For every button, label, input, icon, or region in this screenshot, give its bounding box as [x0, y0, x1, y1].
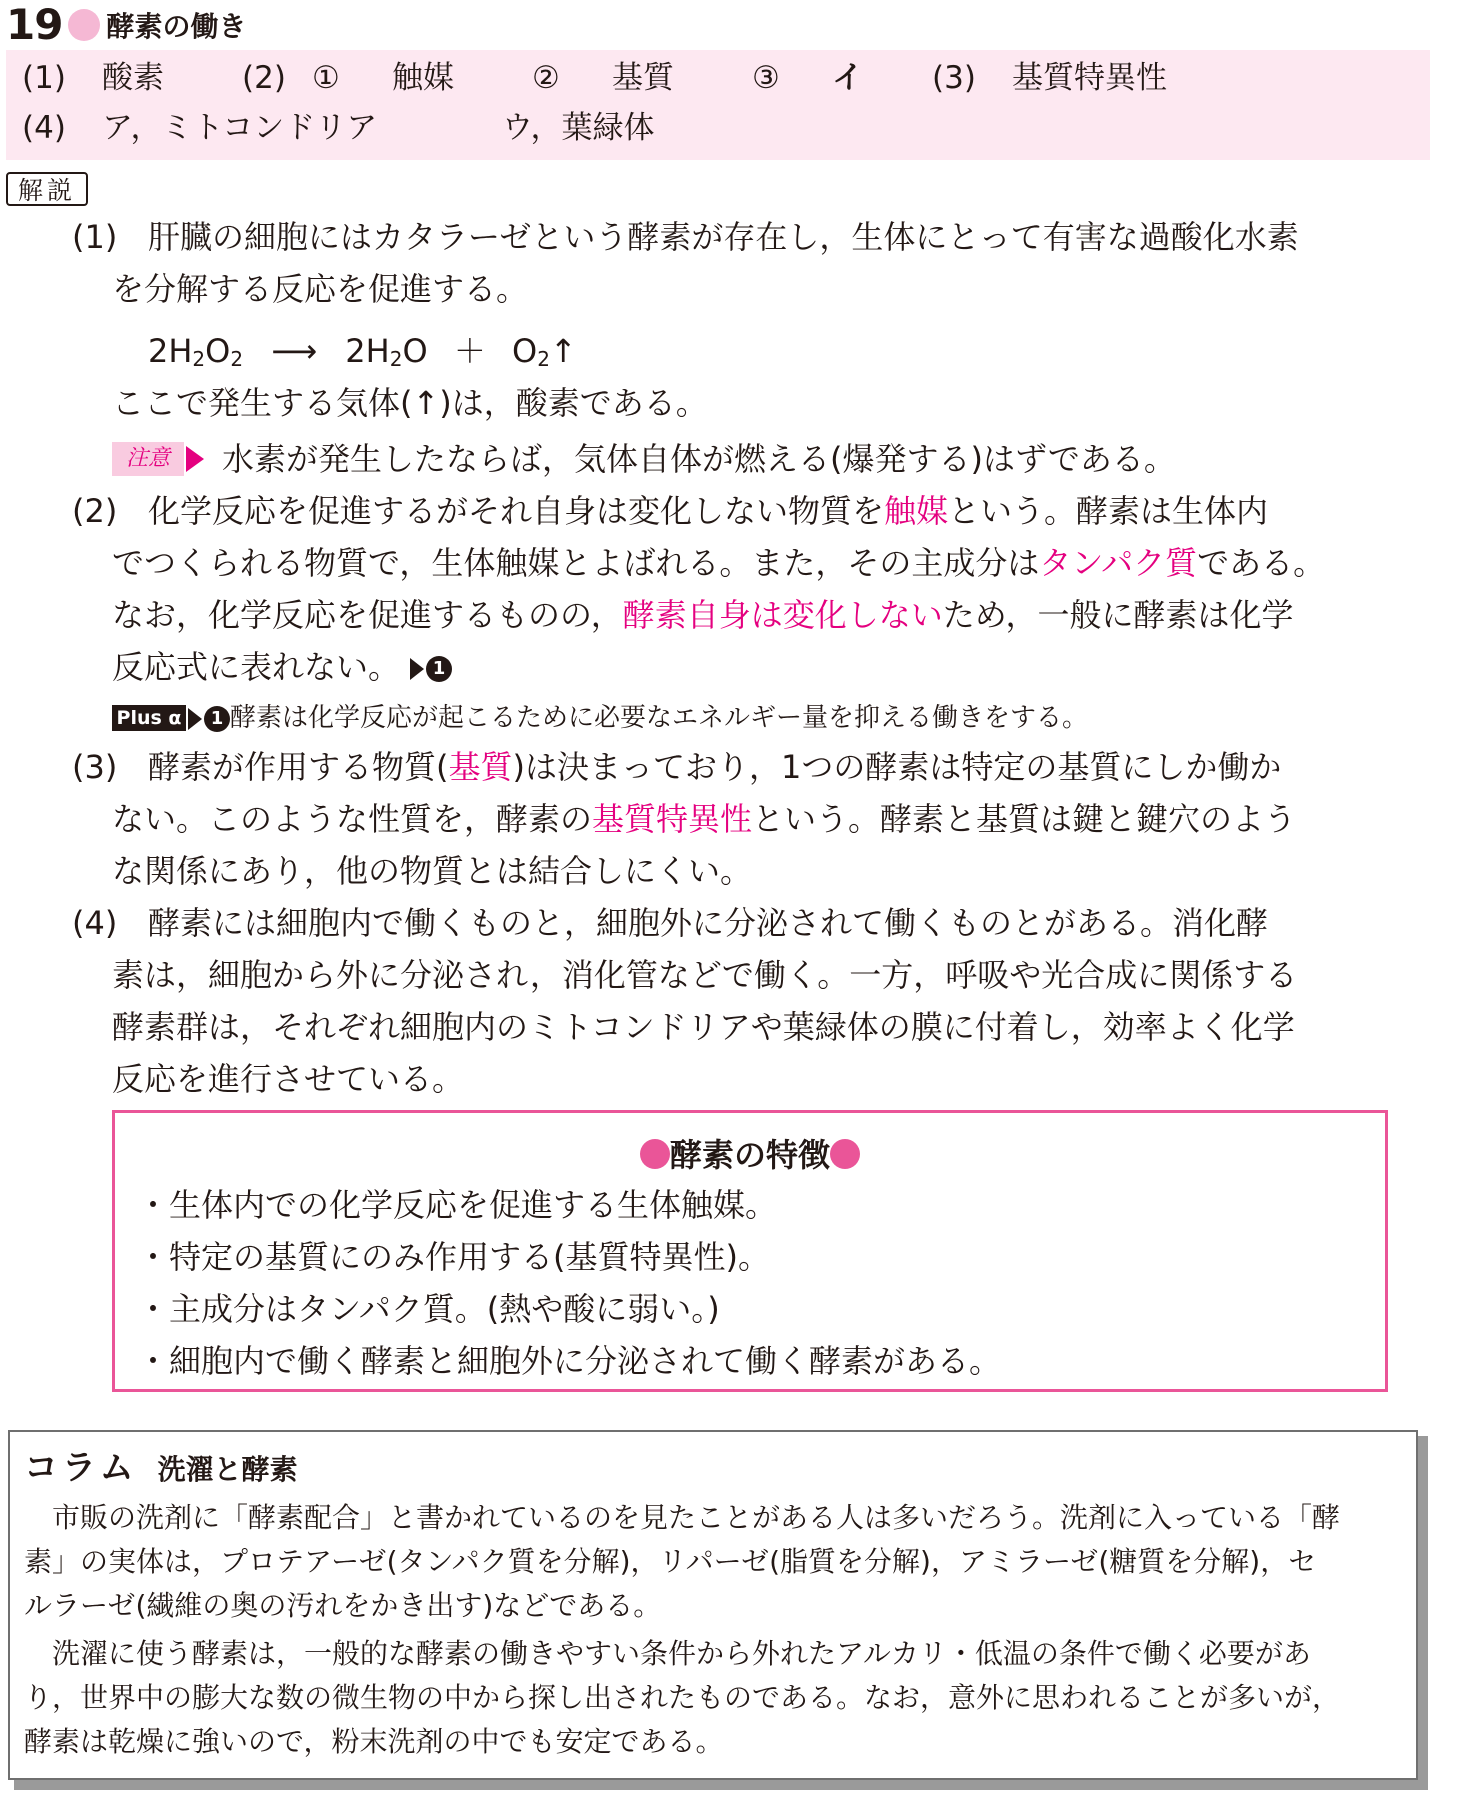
section-3-line-3: な関係にあり，他の物質とは結合しにくい。 [112, 852, 753, 890]
text: ため，一般に酵素は化学 [942, 596, 1294, 634]
keyword-protein: タンパク質 [1039, 544, 1198, 582]
problem-number: 19 [6, 0, 63, 49]
eq-sub: 2 [192, 347, 206, 371]
pink-circle-icon [640, 1139, 670, 1169]
eq-rhs1-o: O [402, 332, 428, 370]
text: でつくられる物質で，生体触媒とよばれる。また，その主成分は [112, 544, 1040, 582]
column-line: ルラーゼ(繊維の奥の汚れをかき出す)などである。 [24, 1589, 662, 1622]
answer-item: (1) [22, 60, 66, 96]
column-line: 酵素は乾燥に強いので，粉末洗剤の中でも安定である。 [24, 1725, 724, 1758]
features-title [115, 1133, 1385, 1177]
text: ない。このような性質を，酵素の [112, 800, 593, 838]
feature-item: ・細胞内で働く酵素と細胞外に分泌されて働く酵素がある。 [137, 1342, 1002, 1380]
features-box [112, 1110, 1388, 1392]
feature-item: ・生体内での化学反応を促進する生体触媒。 [137, 1186, 778, 1224]
answer-item: (2) [242, 60, 286, 96]
eq-sub: 2 [230, 347, 244, 371]
answer-item: 基質 [612, 60, 674, 96]
problem-header [6, 0, 247, 49]
column-line: 市販の洗剤に「酵素配合」と書かれているのを見たことがある人は多いだろう。洗剤に入っている「酵 [24, 1501, 1341, 1534]
plus-alpha-text [188, 700, 1088, 736]
kaisetsu-label: 解説 [6, 172, 88, 206]
triangle-right-icon [186, 446, 204, 472]
eq-lhs: 2H [148, 332, 193, 370]
section-2-line-4 [112, 642, 452, 692]
section-1-line-3: ここで発生する気体(↑)は，酸素である。 [112, 384, 708, 422]
column-line: 洗濯に使う酵素は，一般的な酵素の働きやすい条件から外れたアルカリ・低温の条件で働く必要があ [24, 1637, 1311, 1670]
answer-item: ③ [752, 60, 780, 96]
section-2-line-3 [112, 590, 1293, 640]
section-3-line-2 [112, 794, 1296, 844]
column-title: 洗濯と酵素 [157, 1453, 298, 1486]
pink-circle-icon [68, 9, 100, 41]
column-line: 素」の実体は，プロテアーゼ(タンパク質を分解)，リパーゼ(脂質を分解)，アミラーゼ(糖質を分解)，セ [24, 1545, 1317, 1578]
feature-item: ・特定の基質にのみ作用する(基質特異性)。 [137, 1238, 770, 1276]
section-2-line-1 [148, 486, 1268, 536]
circled-one-icon: 1 [426, 656, 452, 682]
text: 反応式に表れない。 [112, 648, 401, 686]
section-1-line-1: 肝臓の細胞にはカタラーゼという酵素が存在し，生体にとって有害な過酸化水素 [148, 218, 1299, 256]
section-1-label: (1) [72, 218, 118, 256]
eq-arrow: ⟶ [271, 332, 318, 370]
column-shadow [1418, 1436, 1428, 1786]
section-2-line-2 [112, 538, 1325, 588]
feature-item: ・主成分はタンパク質。(熱や酸に弱い。) [137, 1290, 720, 1328]
column-line: り，世界中の膨大な数の微生物の中から探し出されたものである。なお，意外に思われることが多いが， [24, 1681, 1341, 1714]
column-header [24, 1446, 298, 1490]
note-label: 注意 [112, 442, 184, 476]
section-3-label: (3) [72, 748, 118, 786]
triangle-right-icon [188, 708, 202, 730]
answer-item: (3) [932, 60, 976, 96]
text: 酵素は化学反応が起こるために必要なエネルギー量を抑える働きをする。 [230, 703, 1089, 733]
answer-item: ウ，葉緑体 [502, 110, 655, 146]
column-kind: コラム [24, 1448, 138, 1488]
reference-marker [410, 648, 452, 686]
text: )は決まっており，1つの酵素は特定の基質にしか働か [512, 748, 1282, 786]
keyword-specificity: 基質特異性 [592, 800, 753, 838]
answer-item: 基質特異性 [1012, 60, 1167, 96]
eq-plus: ＋ [453, 332, 486, 370]
answer-item: (4) [22, 110, 66, 146]
plus-alpha-label: Plus α [112, 705, 186, 731]
text: 酵素が作用する物質( [148, 748, 449, 786]
section-4-line-1: 酵素には細胞内で働くものと，細胞外に分泌されて働くものとがある。消化酵 [148, 904, 1269, 942]
text: という。酵素と基質は鍵と鍵穴のよう [752, 800, 1297, 838]
section-4-label: (4) [72, 904, 118, 942]
answer-box [6, 50, 1430, 160]
gas-arrow-icon: ↑ [549, 332, 577, 370]
eq-sub: 2 [537, 347, 550, 371]
problem-title: 酵素の働き [106, 10, 247, 43]
text: である。 [1197, 544, 1326, 582]
answer-item: 触媒 [392, 60, 454, 96]
answer-item: ② [532, 60, 560, 96]
eq-lhs-o: O [205, 332, 231, 370]
text: という。酵素は生体内 [948, 492, 1269, 530]
eq-rhs1: 2H [345, 332, 390, 370]
keyword-unchanged: 酵素自身は変化しない [622, 596, 943, 634]
text: 化学反応を促進するがそれ自身は変化しない物質を [148, 492, 885, 530]
answer-item: ① [312, 60, 340, 96]
text: なお，化学反応を促進するものの， [112, 596, 623, 634]
circled-one-icon: 1 [204, 706, 230, 732]
section-4-line-4: 反応を進行させている。 [112, 1060, 465, 1098]
keyword-catalyst: 触媒 [884, 492, 949, 530]
column-shadow [14, 1780, 1428, 1790]
keyword-substrate: 基質 [448, 748, 513, 786]
chemical-equation [148, 326, 577, 384]
answer-item: ア，ミトコンドリア [102, 110, 378, 146]
text: 酵素の特徴 [669, 1136, 830, 1174]
answer-item: イ [832, 60, 863, 96]
eq-sub: 2 [389, 347, 403, 371]
section-4-line-2: 素は，細胞から外に分泌され，消化管などで働く。一方，呼吸や光合成に関係する [112, 956, 1298, 994]
answer-item: 酸素 [102, 60, 164, 96]
section-3-line-1 [148, 742, 1281, 792]
section-2-label: (2) [72, 492, 118, 530]
pink-circle-icon [830, 1139, 860, 1169]
section-1-line-2: を分解する反応を促進する。 [112, 270, 529, 308]
section-4-line-3: 酵素群は，それぞれ細胞内のミトコンドリアや葉緑体の膜に付着し，効率よく化学 [112, 1008, 1295, 1046]
eq-rhs2: O [512, 332, 538, 370]
note-text: 水素が発生したならば，気体自体が燃える(爆発する)はずである。 [222, 440, 1176, 478]
triangle-right-icon [410, 658, 424, 680]
